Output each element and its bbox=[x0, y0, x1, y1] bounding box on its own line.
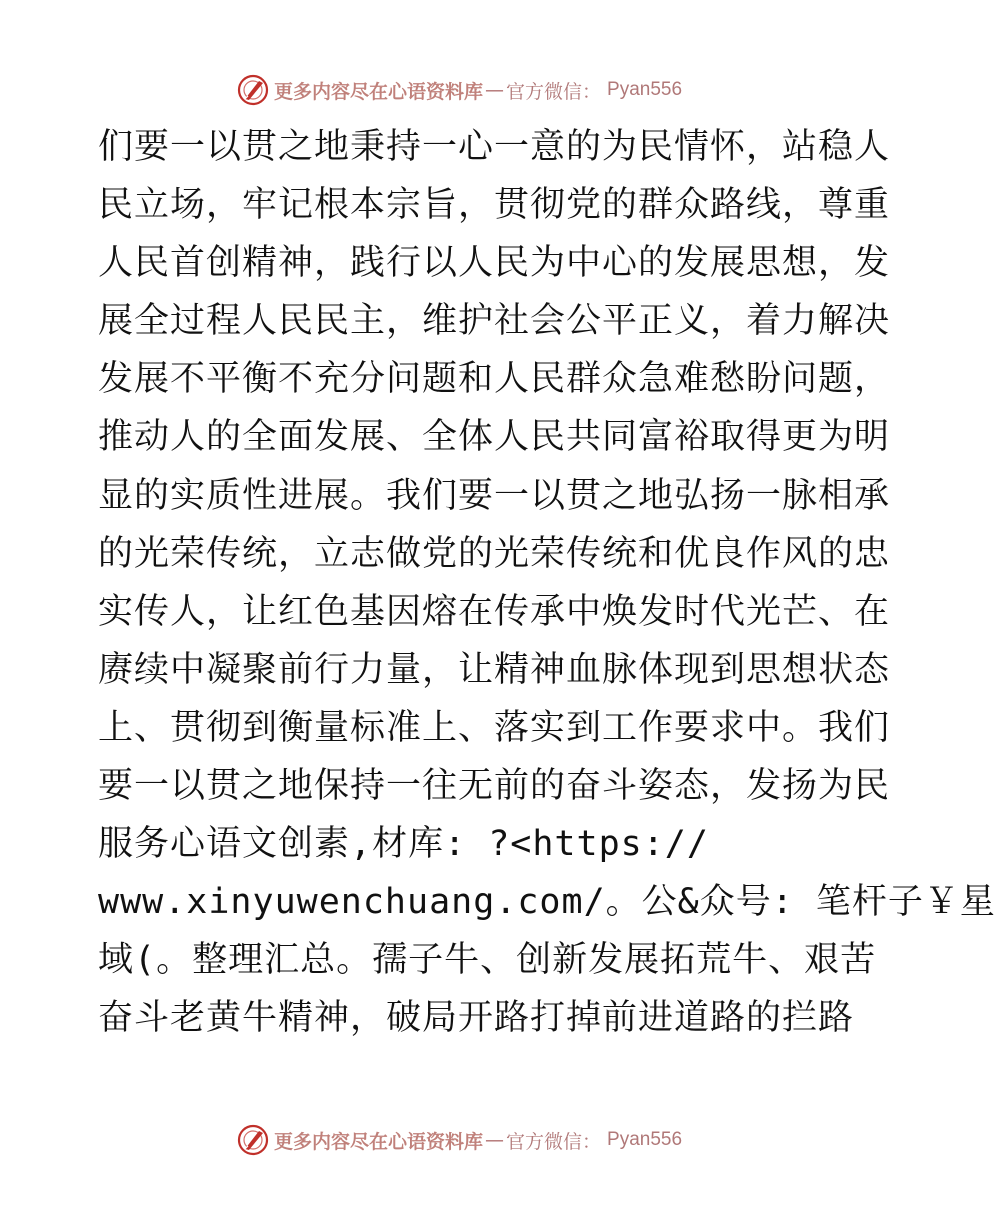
header-dash: — bbox=[485, 79, 505, 101]
text-line: 上、贯彻到衡量标准上、落实到工作要求中。我们 bbox=[98, 707, 891, 748]
header-separator: ： bbox=[582, 80, 602, 103]
text-line: 的光荣传统，立志做党的光荣传统和优良作风的忠 bbox=[98, 533, 891, 574]
footer-label: 官方微信 bbox=[506, 1130, 583, 1153]
footer-wechat-id: Pyan556 bbox=[607, 1129, 683, 1150]
text-line: 赓续中凝聚前行力量，让精神血脉体现到思想状态 bbox=[98, 649, 891, 690]
footer-separator: ： bbox=[582, 1130, 602, 1153]
quill-logo-icon bbox=[236, 73, 270, 107]
footer-banner bbox=[236, 1122, 682, 1158]
text-line: 推动人的全面发展、全体人民共同富裕取得更为明 bbox=[98, 417, 891, 458]
body-text bbox=[98, 118, 996, 1048]
footer-title: 更多内容尽在心语资料库 bbox=[274, 1130, 484, 1153]
text-line: www.xinyuwenchuang.com/。公&众号: 笔杆子￥星 bbox=[98, 882, 996, 923]
text-line: 展全过程人民民主，维护社会公平正义，着力解决 bbox=[98, 301, 891, 342]
text-line: 实传人，让红色基因熔在传承中焕发时代光芒、在 bbox=[98, 591, 891, 632]
text-line: 奋斗老黄牛精神，破局开路打掉前进道路的拦路 bbox=[98, 998, 855, 1039]
text-line: 要一以贯之地保持一往无前的奋斗姿态，发扬为民 bbox=[98, 766, 891, 807]
text-line: 显的实质性进展。我们要一以贯之地弘扬一脉相承 bbox=[98, 475, 891, 516]
text-line: 服务心语文创素,材库: ?<https:// bbox=[98, 824, 709, 865]
text-line: 民立场，牢记根本宗旨，贯彻党的群众路线，尊重 bbox=[98, 185, 891, 226]
quill-logo-icon bbox=[236, 1123, 270, 1157]
text-line: 们要一以贯之地秉持一心一意的为民情怀，站稳人 bbox=[98, 127, 891, 167]
header-label: 官方微信 bbox=[506, 80, 583, 103]
header-banner bbox=[236, 72, 682, 108]
header-wechat-id: Pyan556 bbox=[607, 79, 683, 100]
text-line: 人民首创精神，践行以人民为中心的发展思想，发 bbox=[98, 243, 891, 284]
header-title: 更多内容尽在心语资料库 bbox=[274, 80, 484, 103]
text-line: 发展不平衡不充分问题和人民群众急难愁盼问题， bbox=[98, 359, 891, 400]
text-line: 域(。整理汇总。孺子牛、创新发展拓荒牛、艰苦 bbox=[98, 940, 877, 981]
footer-dash: — bbox=[485, 1129, 505, 1151]
